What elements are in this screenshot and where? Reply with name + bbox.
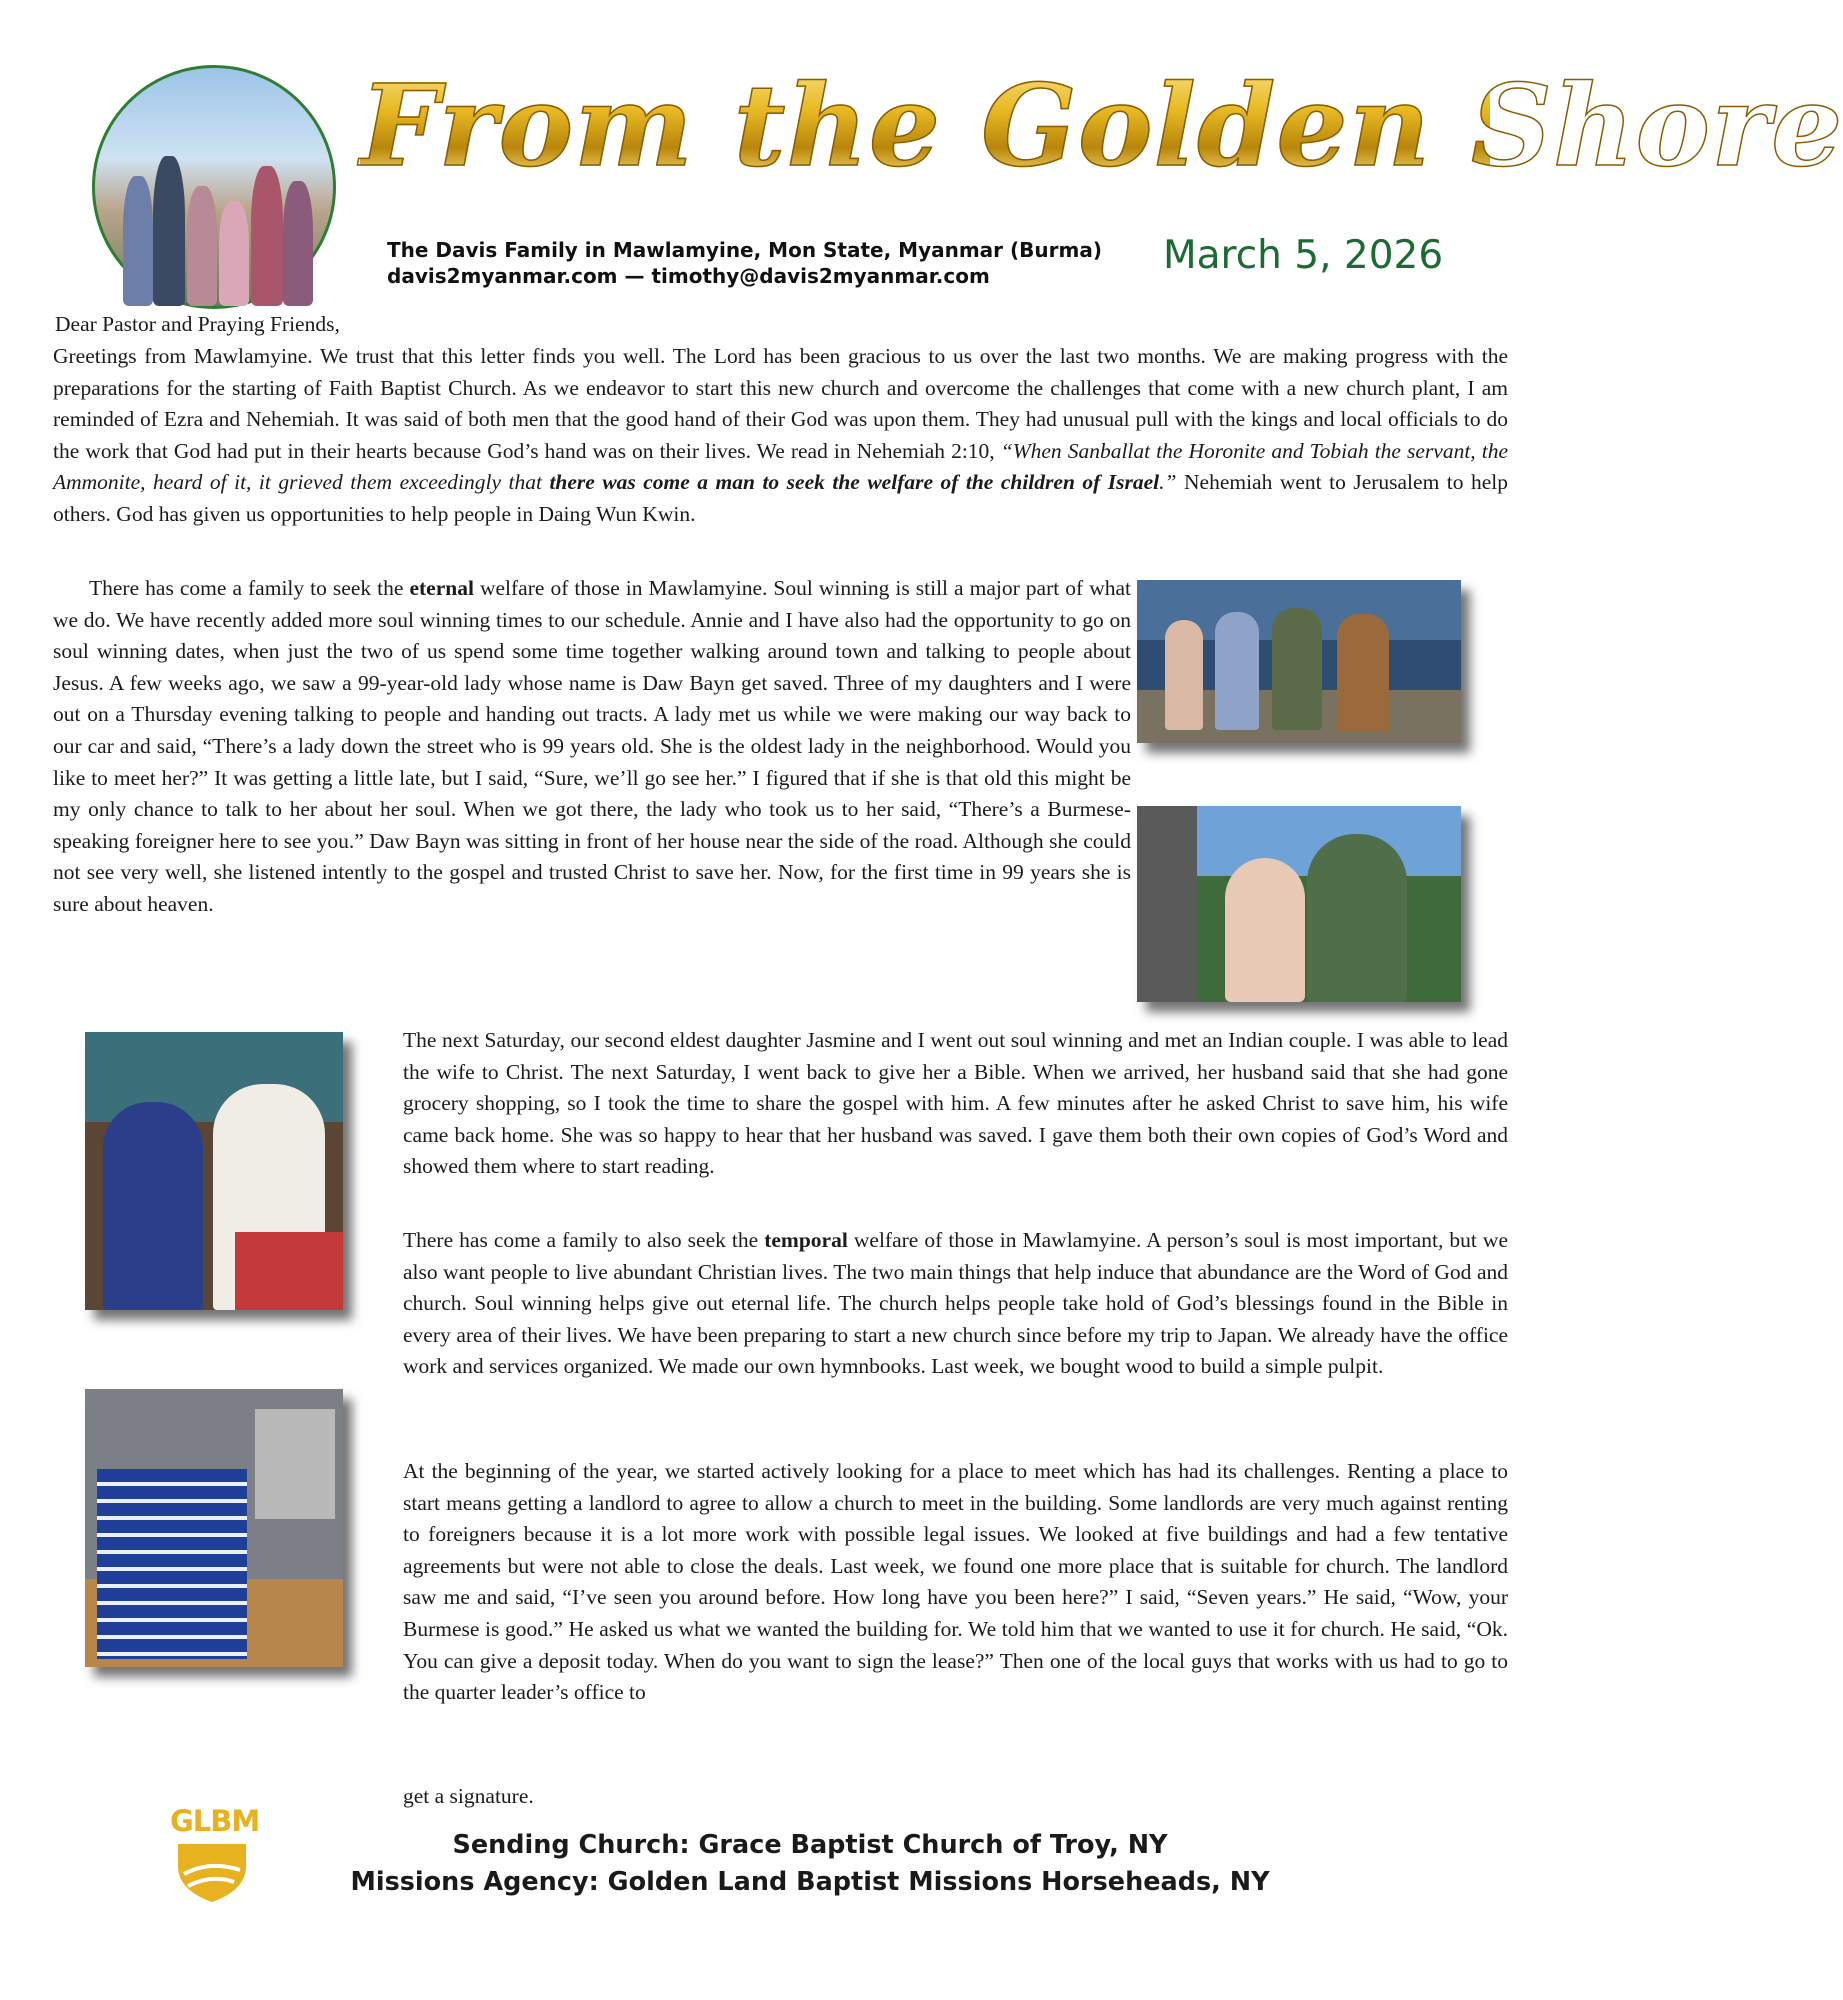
paragraph-intro: Greetings from Mawlamyine. We trust that this letter finds you well. The Lord has been gracious to us over the last two months. We are making progress with the preparations for the starting of Faith Baptist Church. As we endeavor to start this new church and overcome the challenges that come with a new church plant, I am reminded of Ezra and Nehemiah. It was said of both men that the good hand of their God was upon them. They had unusual pull with the kings and local officials to do the work that God had put in their hearts because God’s hand was on their lives. We read in Nehemiah 2:10, “When Sanballat the Horonite and Tobiah the servant, the Ammonite, heard of it, it grieved them exceedingly that there was come a man to seek the welfare of the children of Israel.” Nehemiah went to Jerusalem to help others. God has given us opportunities to help people in Daing Wun Kwin. — [53, 344, 1509, 526]
paragraph-church-building-last-line: get a signature. — [403, 1784, 534, 1808]
photo-daw-bayn-group — [1137, 580, 1461, 743]
missions-agency: Missions Agency: Golden Land Baptist Missions Horseheads, NY — [350, 1867, 1270, 1897]
photo-selfie-couple — [1137, 806, 1461, 1002]
paragraph-church-building: At the beginning of the year, we started actively looking for a place to meet which has had its challenges. Renting a place to start means getting a landlord to agree to allow a church to meet in the building. Some landlords are very much against renting to foreigners because it is a lot more work with possible legal issues. We looked at five buildings and had a few tentative agreements but were not able to close the deals. Last week, we found one more place that is suitable for church. The landlord saw me and said, “I’ve seen you around before. How long have you been here?” I said, “Seven years.” He said, “Wow, your Burmese is good.” He asked us what we wanted the building for. We told him that we wanted to use it for church. He said, “Ok. You can give a deposit today. When do you want to sign the lease?” Then one of the local guys that works with us had to go to the quarter leader’s office to — [403, 1459, 1508, 1705]
family-photo — [92, 65, 336, 309]
paragraph-temporal: There has come a family to also seek the temporal welfare of those in Mawlamyine. A person’s soul is most important, but we also want people to live abundant Christian lives. The two main things that help induce that abundance are the Word of God and church. Soul winning helps give out eternal life. The church helps people take hold of God’s blessings found in the Bible in every area of their lives. We have been preparing to start a new church since before my trip to Japan. We already have the office work and services organized. We made our own hymnbooks. Last week, we bought wood to build a simple pulpit. — [403, 1228, 1508, 1379]
contact-line: davis2myanmar.com — timothy@davis2myanmar.com — [387, 264, 990, 288]
sending-church: Sending Church: Grace Baptist Church of Troy, NY — [452, 1830, 1168, 1860]
family-line: The Davis Family in Mawlamyine, Mon State, Myanmar (Burma) — [387, 238, 1102, 262]
glbm-logo: GLBM — [170, 1804, 254, 1904]
shield-icon — [170, 1804, 254, 1904]
photo-jasmine-with-woman — [85, 1032, 343, 1310]
paragraph-indian-couple: The next Saturday, our second eldest daughter Jasmine and I went out soul winning and met an Indian couple. I was able to lead the wife to Christ. The next Saturday, I went back to give her a Bible. When we arrived, her husband said that she had gone grocery shopping, so I took the time to share the gospel with him. A few minutes after he asked Christ to save him, his wife came back home. She was so happy to hear that her husband was saved. I gave them both their own copies of God’s Word and showed them where to start reading. — [403, 1028, 1508, 1179]
salutation: Dear Pastor and Praying Friends, — [55, 312, 340, 336]
masthead-title: From the Golden Shore — [360, 42, 1490, 212]
letter-date: March 5, 2026 — [1163, 233, 1444, 278]
scripture-quote: “When Sanballat the Horonite and Tobiah the servant, the Ammonite, heard of it, it grieved them exceedingly that there was come a man to seek the welfare of the children of Israel.” — [53, 438, 1508, 495]
photo-hymnbooks — [85, 1389, 343, 1667]
paragraph-eternal: There has come a family to seek the eternal welfare of those in Mawlamyine. Soul winning is still a major part of what we do. We have recently added more soul winning times to our schedule. Annie and I have also had the opportunity to go on soul winning dates, when just the two of us spend some time together walking around town and talking to people about Jesus. A few weeks ago, we saw a 99-year-old lady whose name is Daw Bayn get saved. Three of my daughters and I were out on a Thursday evening talking to people and handing out tracts. A lady met us while we were making our way back to our car and said, “There’s a lady down the street who is 99 years old. She is the oldest lady in the neighborhood. Would you like to meet her?” It was getting a little late, but I said, “Sure, we’ll go see her.” I figured that if she is that old this might be my only chance to talk to her about her soul. When we got there, the lady who took us to her said, “There’s a Burmese-speaking foreigner here to see you.” Daw Bayn was sitting in front of her house near the side of the road. Although she could not see very well, she listened intently to the gospel and trusted Christ to save her. Now, for the first time in 99 years she is sure about heaven. — [53, 576, 1131, 916]
